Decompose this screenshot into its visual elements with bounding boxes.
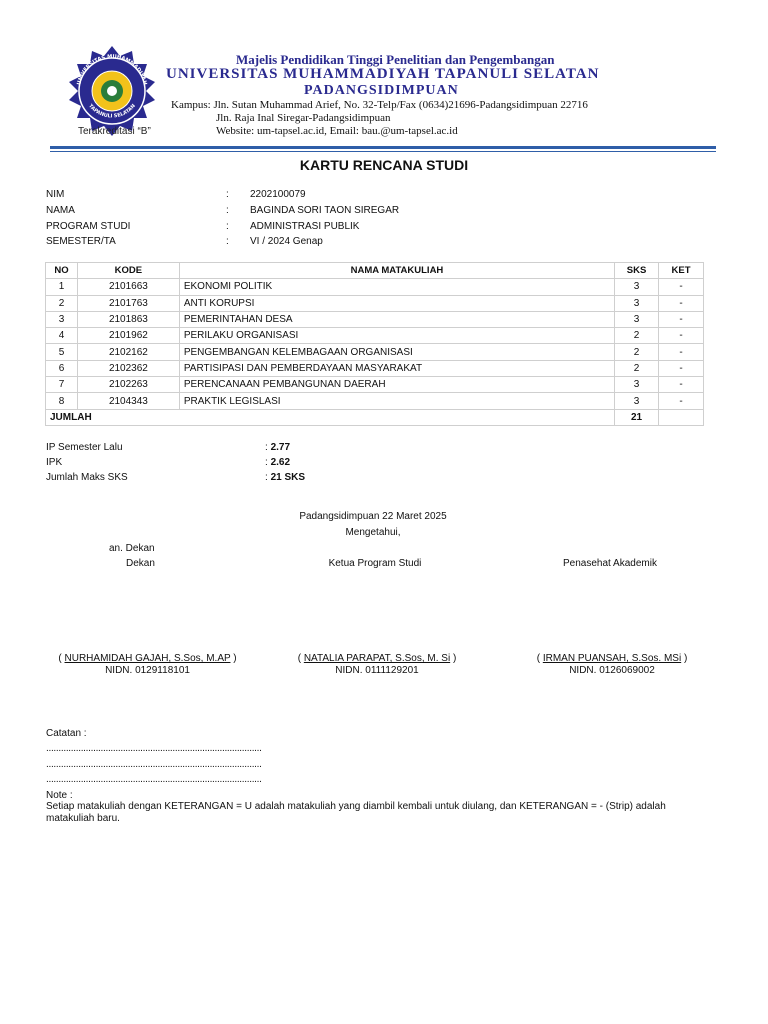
table-row <box>46 377 704 393</box>
cell-sks: 3 <box>615 279 659 295</box>
document-title: KARTU RENCANA STUDI <box>299 157 469 173</box>
identity-label: NAMA <box>46 205 75 216</box>
cell-kode: 2101663 <box>77 279 179 295</box>
identity-colon: : <box>226 236 229 247</box>
identity-colon: : <box>226 221 229 232</box>
summary-value-ipk <box>265 457 290 468</box>
table-row <box>46 311 704 327</box>
cell-no: 6 <box>46 360 78 376</box>
acknowledged-label: Mengetahui, <box>345 527 401 538</box>
signatory-pa: ( IRMAN PUANSAH, S.Sos. MSi ) <box>536 653 688 664</box>
cell-no: 8 <box>46 393 78 409</box>
catatan-label: Catatan : <box>46 728 87 739</box>
cell-sks: 3 <box>615 295 659 311</box>
cell-ket: - <box>659 360 704 376</box>
cell-nama: PEMERINTAHAN DESA <box>179 311 614 327</box>
table-row <box>46 393 704 409</box>
cell-no: 2 <box>46 295 78 311</box>
summary-ip-value: 2.77 <box>270 442 291 453</box>
cell-sks: 2 <box>615 328 659 344</box>
logo-text-bottom: TAPANULI SELATAN <box>87 103 137 120</box>
signatory-dekan: ( NURHAMIDAH GAJAH, S.Sos, M.AP ) <box>58 653 237 664</box>
table-row <box>46 295 704 311</box>
cell-nama: ANTI KORUPSI <box>179 295 614 311</box>
cell-no: 3 <box>46 311 78 327</box>
identity-label: NIM <box>46 189 65 200</box>
nidn-kaprodi: NIDN. 0111129201 <box>335 665 419 676</box>
header-divider-thin <box>50 151 716 152</box>
cell-kode: 2104343 <box>77 393 179 409</box>
cell-kode: 2102362 <box>77 360 179 376</box>
header-address: Kampus: Jln. Sutan Muhammad Arief, No. 32-Telp/Fax (0634)21696-Padangsidimpuan 22716 <box>171 99 588 111</box>
table-header-row <box>46 263 704 279</box>
summary-value-ip <box>265 442 290 453</box>
cell-ket: - <box>659 279 704 295</box>
summary-max-sks-value: 21 SKS <box>270 472 306 483</box>
summary-ipk-value: 2.62 <box>270 457 291 468</box>
an-dekan-label: an. Dekan <box>109 543 155 554</box>
cell-ket: - <box>659 311 704 327</box>
cell-ket: - <box>659 295 704 311</box>
summary-colon: : <box>265 457 271 468</box>
table-row <box>46 344 704 360</box>
col-header-kode: KODE <box>77 263 179 279</box>
course-table <box>45 262 704 426</box>
summary-label: IPK <box>46 457 63 468</box>
total-sks: 21 <box>615 409 659 425</box>
cell-sks: 3 <box>615 393 659 409</box>
note-label: Note : <box>46 790 73 801</box>
place-date: Padangsidimpuan 22 Maret 2025 <box>299 511 447 522</box>
table-total-row <box>46 409 704 425</box>
note-text: Setiap matakuliah dengan KETERANGAN = U adalah matakuliah yang diambil kembali untuk diulang, dan KETERANGAN = - (Strip) adalah matakuliah baru. <box>46 801 666 824</box>
cell-nama: PERENCANAAN PEMBANGUNAN DAERAH <box>179 377 614 393</box>
cell-kode: 2102263 <box>77 377 179 393</box>
role-pa: Penasehat Akademik <box>563 558 657 569</box>
cell-kode: 2102162 <box>77 344 179 360</box>
identity-label: SEMESTER/TA <box>46 236 116 247</box>
signatory-kaprodi: ( NATALIA PARAPAT, S.Sos, M. Si ) <box>297 653 457 664</box>
summary-colon: : <box>265 472 271 483</box>
identity-value-semester: VI / 2024 Genap <box>250 236 323 247</box>
cell-nama: PENGEMBANGAN KELEMBAGAAN ORGANISASI <box>179 344 614 360</box>
summary-value-max-sks <box>265 472 305 483</box>
university-logo <box>66 44 158 136</box>
catatan-line: ....................................................................................... <box>46 774 262 785</box>
header-university: UNIVERSITAS MUHAMMADIYAH TAPANULI SELATAN <box>166 66 600 82</box>
logo-text-top: UNIVERSITAS MUHAMMADIYAH <box>76 53 148 86</box>
total-label: JUMLAH <box>46 409 615 425</box>
identity-colon: : <box>226 205 229 216</box>
col-header-sks: SKS <box>615 263 659 279</box>
accreditation-label: Terakreditasi “B” <box>78 126 151 137</box>
total-ket <box>659 409 704 425</box>
cell-kode: 2101763 <box>77 295 179 311</box>
signatory-name: IRMAN PUANSAH, S.Sos. MSi <box>542 653 682 664</box>
identity-label: PROGRAM STUDI <box>46 221 131 232</box>
cell-no: 1 <box>46 279 78 295</box>
cell-nama: PERILAKU ORGANISASI <box>179 328 614 344</box>
cell-kode: 2101962 <box>77 328 179 344</box>
identity-value-program: ADMINISTRASI PUBLIK <box>250 221 360 232</box>
cell-no: 4 <box>46 328 78 344</box>
table-row <box>46 360 704 376</box>
header-council: Majelis Pendidikan Tinggi Penelitian dan Pengembangan <box>236 52 555 67</box>
cell-sks: 2 <box>615 360 659 376</box>
summary-label: Jumlah Maks SKS <box>46 472 128 483</box>
cell-no: 7 <box>46 377 78 393</box>
col-header-nama: NAMA MATAKULIAH <box>179 263 614 279</box>
identity-colon: : <box>226 189 229 200</box>
cell-nama: PARTISIPASI DAN PEMBERDAYAAN MASYARAKAT <box>179 360 614 376</box>
cell-nama: EKONOMI POLITIK <box>179 279 614 295</box>
col-header-no: NO <box>46 263 78 279</box>
cell-nama: PRAKTIK LEGISLASI <box>179 393 614 409</box>
cell-kode: 2101863 <box>77 311 179 327</box>
signatory-name: NURHAMIDAH GAJAH, S.Sos, M.AP <box>64 653 231 664</box>
signatory-name: NATALIA PARAPAT, S.Sos, M. Si <box>303 653 451 664</box>
nidn-pa: NIDN. 0126069002 <box>569 665 655 676</box>
cell-no: 5 <box>46 344 78 360</box>
nidn-dekan: NIDN. 0129118101 <box>105 665 190 676</box>
cell-sks: 3 <box>615 311 659 327</box>
cell-ket: - <box>659 393 704 409</box>
header-contact: Website: um-tapsel.ac.id, Email: bau.@um-tapsel.ac.id <box>216 125 458 137</box>
header-address-2: Jln. Raja Inal Siregar-Padangsidimpuan <box>216 112 391 124</box>
cell-ket: - <box>659 344 704 360</box>
header-divider <box>50 146 716 149</box>
table-row <box>46 279 704 295</box>
identity-value-nim: 2202100079 <box>250 189 306 200</box>
summary-colon: : <box>265 442 271 453</box>
identity-value-name: BAGINDA SORI TAON SIREGAR <box>250 205 400 216</box>
cell-sks: 3 <box>615 377 659 393</box>
cell-ket: - <box>659 377 704 393</box>
col-header-ket: KET <box>659 263 704 279</box>
role-kaprodi: Ketua Program Studi <box>328 558 422 569</box>
role-dekan: Dekan <box>126 558 155 569</box>
catatan-line: ....................................................................................... <box>46 759 262 770</box>
cell-sks: 2 <box>615 344 659 360</box>
table-row <box>46 328 704 344</box>
header-city: PADANGSIDIMPUAN <box>304 83 459 98</box>
catatan-line: ....................................................................................... <box>46 743 262 754</box>
cell-ket: - <box>659 328 704 344</box>
summary-label: IP Semester Lalu <box>46 442 123 453</box>
